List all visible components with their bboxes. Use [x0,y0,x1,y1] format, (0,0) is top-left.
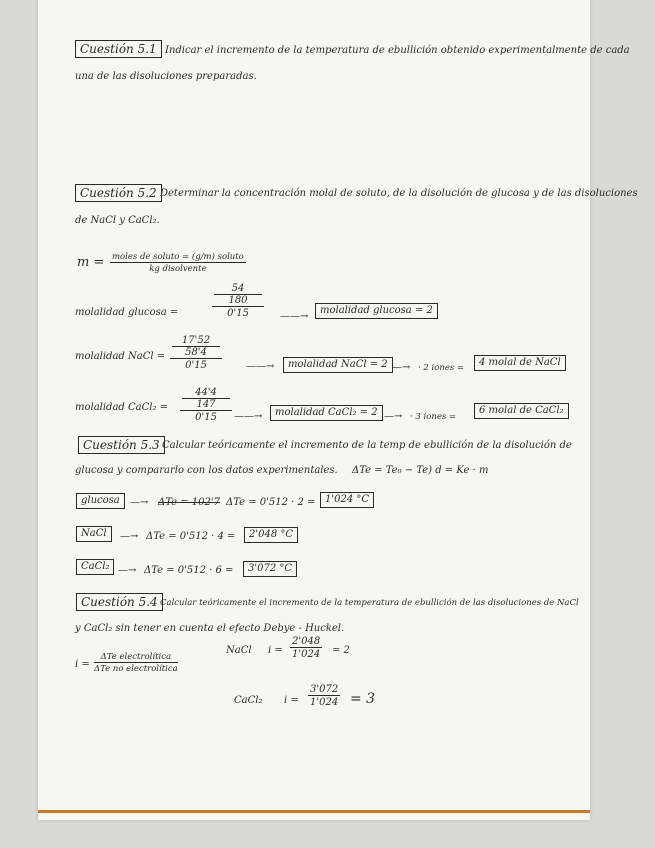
cacl-label: molalidad CaCl₂ = [75,402,169,413]
q54-cacl-i: i = [284,695,299,706]
q54-nacl-res: = 2 [332,645,350,656]
q52-tag: Cuestión 5.2 [75,184,162,202]
q53-nacl-result: 2'048 °C [244,527,298,543]
nacl-arrow-2: —→ [392,362,411,373]
q54-nacl-fraction [290,636,322,660]
cacl-result: molalidad CaCl₂ = 2 [270,405,383,421]
q51-line1: Indicar el incremento de la temperatura de ebullición obtenido experimentalmente de cada [165,45,630,56]
cacl-arrow: ——→ [234,411,263,422]
q52-line2: de NaCl y CaCl₂. [75,215,160,226]
q53-line1: Calcular teóricamente el incremento de la temp de ebullición de la disolución de [162,440,572,451]
nacl-frac-num [170,335,222,359]
q53-cacl-result: 3'072 °C [243,561,297,577]
glucosa-frac-num [212,283,264,307]
molality-formula-den: kg disolvente [149,264,207,274]
q54-nacl-i: i = [268,645,283,656]
q54-cacl-num: 3'072 [310,684,339,695]
q54-cacl-den: 1'024 [310,697,339,708]
nacl-final: 4 molal de NaCl [474,355,566,371]
q53-glucosa-result: 1'024 °C [320,492,374,508]
glucosa-result: molalidad glucosa = 2 [315,303,438,319]
q53-nacl-tag: NaCl [76,526,112,542]
q54-i-fraction [94,652,178,674]
q54-cacl-label: CaCl₂ [234,695,263,706]
molality-formula-num: moles de soluto = (g/m) soluto [112,252,244,262]
cacl-arrow-2: —→ [384,411,403,422]
q54-i-den: ΔTe no electrolítica [94,664,178,674]
nacl-fraction [170,335,222,371]
q53-formula: ΔTe = Te₀ − Te) d = Ke · m [352,465,489,476]
q53-tag: Cuestión 5.3 [78,436,165,454]
nacl-result: molalidad NaCl = 2 [283,357,393,373]
cacl-fraction [180,387,232,423]
page-bottom-edge [38,810,590,813]
q53-cacl-arrow: —→ [118,565,137,576]
q51-tag: Cuestión 5.1 [75,40,162,58]
q53-cacl-calc: ΔTe = 0'512 · 6 = [144,565,234,576]
glucosa-arrow: ——→ [280,311,309,322]
q53-line2: glucosa y compararlo con los datos experimentales. [75,465,338,476]
q54-line2: y CaCl₂ sin tener en cuenta el efecto Debye - Huckel. [75,623,345,634]
q54-nacl-num: 2'048 [292,636,321,647]
nacl-frac-num-bot: 58'4 [185,347,207,358]
q54-nacl-den: 1'024 [292,649,321,660]
molality-symbol: m = [77,255,105,270]
q51-line2: una de las disoluciones preparadas. [75,71,257,82]
q54-line1: Calcular teóricamente el incremento de la temperatura de ebullición de las disoluciones de NaCl [160,598,579,608]
q54-cacl-fraction [308,684,340,708]
glucosa-frac-num-top: 54 [214,283,262,295]
cacl-ions: · 3 iones = [410,412,457,422]
q53-glucosa-arrow: —→ [130,497,149,508]
glucosa-fraction [212,283,264,319]
nacl-label: molalidad NaCl = [75,351,166,362]
glucosa-frac-num-bot: 180 [228,295,248,306]
q53-cacl-tag: CaCl₂ [76,559,114,575]
glucosa-label: molalidad glucosa = [75,307,179,318]
molality-formula [110,252,246,274]
nacl-frac-den: 0'15 [185,360,207,371]
nacl-frac-num-top: 17'52 [172,335,220,347]
nacl-ions: · 2 iones = [418,363,465,373]
q54-tag: Cuestión 5.4 [76,593,163,611]
cacl-frac-num-bot: 147 [196,399,216,410]
q53-glucosa-calc: ΔTe = 0'512 · 2 = [226,497,316,508]
q54-nacl-label: NaCl [226,645,252,656]
q53-nacl-calc: ΔTe = 0'512 · 4 = [146,531,236,542]
q54-i-label: i = [75,659,90,670]
nacl-arrow: ——→ [246,361,275,372]
q54-i-num: ΔTe electrolítica [94,652,178,663]
q52-line1: Determinar la concentración molal de soluto, de la disolución de glucosa y de las disoluciones [160,188,638,199]
q53-glucosa-struck: ΔTe = 102'7 [158,497,220,508]
glucosa-frac-den: 0'15 [227,308,249,319]
q53-glucosa-tag: glucosa [76,493,125,509]
cacl-frac-den: 0'15 [195,412,217,423]
cacl-final: 6 molal de CaCl₂ [474,403,569,419]
cacl-frac-num [180,387,232,411]
cacl-frac-num-top: 44'4 [182,387,230,399]
q53-nacl-arrow: —→ [120,531,139,542]
q54-cacl-res: = 3 [350,691,376,707]
